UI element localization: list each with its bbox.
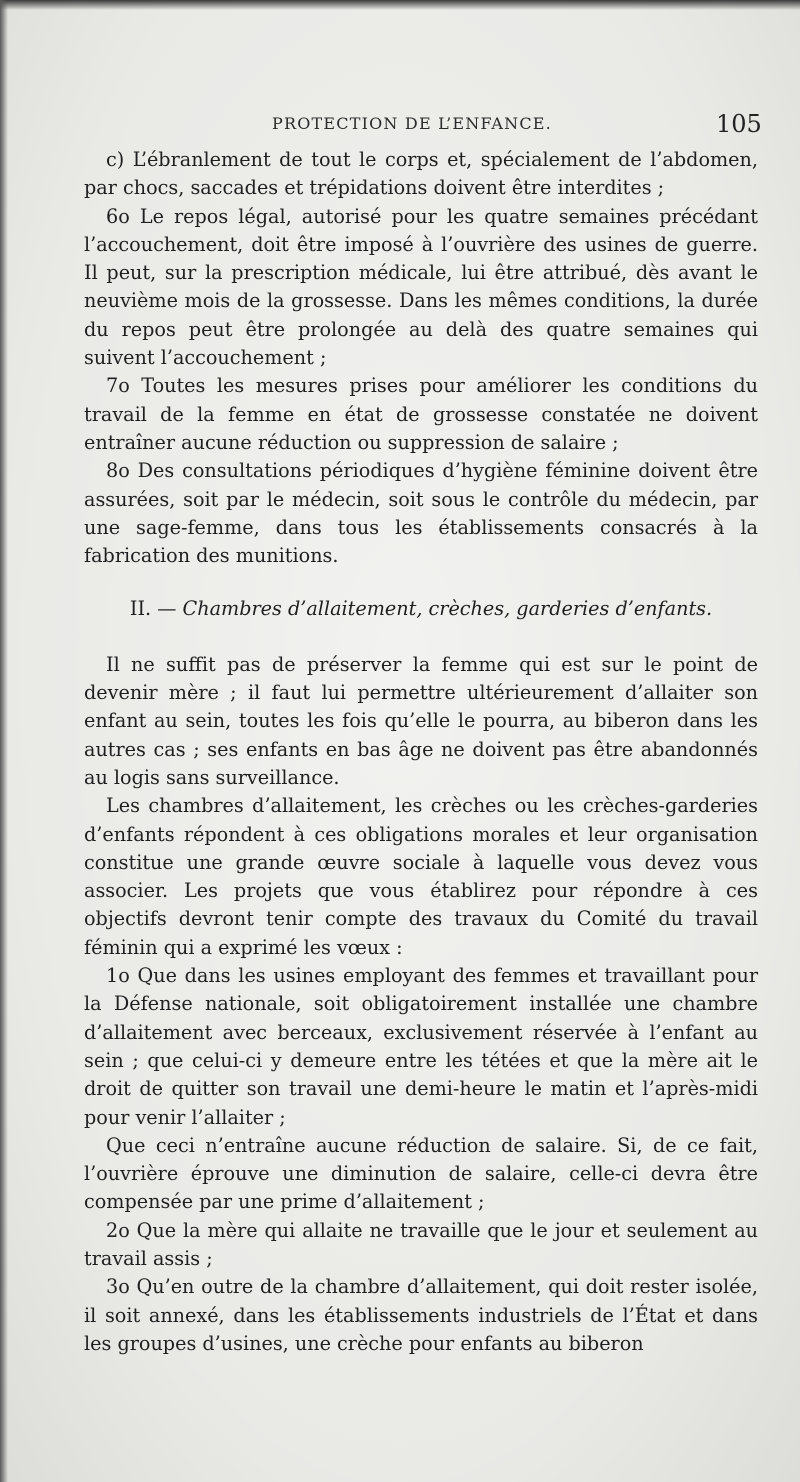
page-edge-shadow-left [0, 0, 8, 1482]
paragraph-chambres: Les chambres d’allaitement, les crèches ou les crèches-garderies d’enfants répondent à ces obligations morales et leur organisation constitue une grande œuvre sociale à laquelle vous devez vous associer. Les projets que vous établirez pour répondre à ces objectifs devront tenir compte des travaux du Comité du travail féminin qui a exprimé les vœux : [84, 794, 758, 959]
paragraph-8: 8o Des consultations périodiques d’hygiène féminine doivent être assurées, soit par le médecin, soit sous le contrôle du médecin, par une sage-femme, dans tous les établissements consacrés à la fabrication des munitions. [84, 459, 758, 568]
paragraph-2: 2o Que la mère qui allaite ne travaille que le jour et seulement au travail assis ; [84, 1218, 758, 1270]
section-number: II. — [129, 597, 177, 621]
paragraph-salaire: Que ceci n’entraîne aucune réduction de salaire. Si, de ce fait, l’ouvrière éprouve une diminution de salaire, celle-ci devra être compensée par une prime d’allaitement ; [84, 1133, 758, 1214]
section-title: Chambres d’allaitement, crèches, garderies d’enfants. [182, 597, 713, 621]
paragraph-3: 3o Qu’en outre de la chambre d’allaitement, qui doit rester isolée, il soit annexé, dans les établissements industriels de l’État et dans les groupes d’usines, une crèche pour enfants au biberon [84, 1275, 758, 1355]
paragraph-c: c) L’ébranlement de tout le corps et, spécialement de l’abdomen, par chocs, saccades et trépidations doivent être interdites ; [84, 148, 758, 200]
page-number: 105 [716, 110, 762, 138]
paragraph-1: 1o Que dans les usines employant des femmes et travaillant pour la Défense nationale, soit obligatoirement installée une chambre d’allaitement avec berceaux, exclusivement réservée à l’enfant au sein ; que celui-ci y demeure entre les tétées et que la mère ait le droit de quitter son travail une demi-heure le matin et l’après-midi pour venir l’allaiter ; [84, 964, 758, 1129]
body-text [84, 146, 758, 1358]
page-header [0, 110, 800, 140]
running-head: PROTECTION DE L’ENFANCE. [272, 114, 552, 133]
paragraph-7: 7o Toutes les mesures prises pour améliorer les conditions du travail de la femme en état de grossesse constatée ne doivent entraîner aucune réduction ou suppression de salaire ; [84, 374, 758, 454]
paragraph-6: 6o Le repos légal, autorisé pour les quatre semaines précédant l’accouchement, doit être imposé à l’ouvrière des usines de guerre. Il peut, sur la prescription médicale, lui être attribué, dès avant le neuvième mois de la grossesse. Dans les mêmes conditions, la durée du repos peut être prolongée au delà des quatre semaines qui suivent l’accouchement ; [84, 204, 758, 370]
paragraph-intro: Il ne suffit pas de préserver la femme qui est sur le point de devenir mère ; il faut lui permettre ultérieurement d’allaiter son enfant au sein, toutes les fois qu’elle le pourra, au biberon dans les autres cas ; ses enfants en bas âge ne doivent pas être abandonnés au logis sans surveillance. [84, 652, 758, 789]
section-heading [84, 595, 758, 623]
page-edge-shadow-top [0, 0, 800, 10]
